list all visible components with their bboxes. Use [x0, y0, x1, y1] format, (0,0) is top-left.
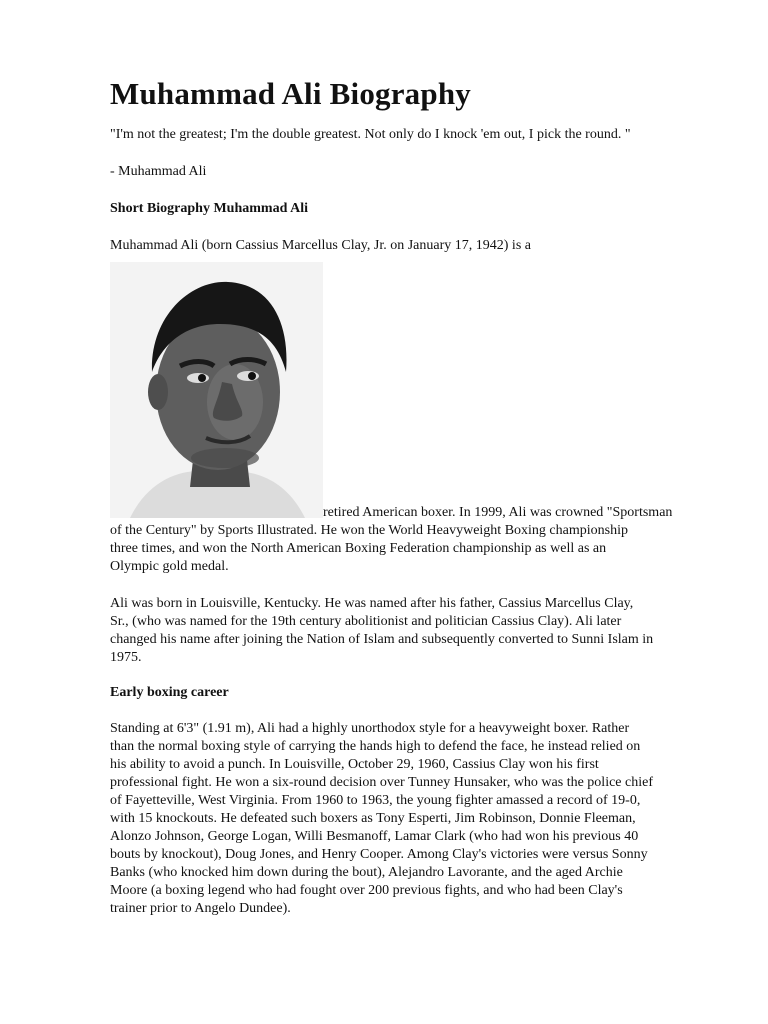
paragraph-line: 1975.: [110, 650, 142, 665]
section-heading-early-boxing: Early boxing career: [110, 685, 229, 700]
paragraph-line: professional fight. He won a six-round decision over Tunney Hunsaker, who was the police chief: [110, 775, 653, 790]
paragraph-line: Alonzo Johnson, George Logan, Willi Besmanoff, Lamar Clark (who had won his previous 40: [110, 829, 639, 844]
paragraph-line: changed his name after joining the Nation of Islam and subsequently converted to Sunni Islam in: [110, 632, 654, 647]
section-heading-short-biography: Short Biography Muhammad Ali: [110, 201, 308, 216]
portrait-photo-graphic: [110, 262, 323, 518]
paragraph-line: Ali was born in Louisville, Kentucky. He was named after his father, Cassius Marcellus Clay,: [110, 596, 634, 611]
paragraph-line: his ability to avoid a punch. In Louisville, October 29, 1960, Cassius Clay won his first: [110, 757, 599, 772]
paragraph-2: [110, 595, 722, 667]
paragraph-line: bouts by knockout), Doug Jones, and Henry Cooper. Among Clay's victories were versus Sonny: [110, 847, 648, 862]
paragraph-line: trainer prior to Angelo Dundee).: [110, 901, 291, 916]
quote-text: "I'm not the greatest; I'm the double greatest. Not only do I knock 'em out, I pick the round. ": [110, 127, 631, 142]
paragraph-line: than the normal boxing style of carrying the hands high to defend the face, he instead relied on: [110, 739, 641, 754]
paragraph-line: of Fayetteville, West Virginia. From 1960 to 1963, the young fighter amassed a record of 19-0,: [110, 793, 641, 808]
paragraph-line: Banks (who knocked him down during the bout), Alejandro Lavorante, and the aged Archie: [110, 865, 623, 880]
paragraph-line: Standing at 6'3" (1.91 m), Ali had a highly unorthodox style for a heavyweight boxer. Rather: [110, 721, 630, 736]
page-title: Muhammad Ali Biography: [110, 76, 471, 111]
paragraph-line: Sr., (who was named for the 19th century abolitionist and politician Cassius Clay). Ali later: [110, 614, 622, 629]
paragraph-line: Moore (a boxing legend who had fought over 200 previous fights, and who had been Clay's: [110, 883, 623, 898]
paragraph-3: [110, 720, 722, 918]
portrait-photo: [110, 262, 323, 518]
quote-attribution: - Muhammad Ali: [110, 164, 207, 179]
paragraph-1-line-1: retired American boxer. In 1999, Ali was crowned "Sportsman: [323, 505, 673, 520]
intro-text: Muhammad Ali (born Cassius Marcellus Clay, Jr. on January 17, 1942) is a: [110, 238, 531, 253]
paragraph-line: with 15 knockouts. He defeated such boxers as Tony Esperti, Jim Robinson, Donnie Fleeman,: [110, 811, 636, 826]
paragraph-line: Olympic gold medal.: [110, 559, 229, 574]
paragraph-line: three times, and won the North American Boxing Federation championship as well as an: [110, 541, 607, 556]
paragraph-line: of the Century" by Sports Illustrated. He won the World Heavyweight Boxing championship: [110, 523, 628, 538]
paragraph-1-continued: [110, 522, 722, 576]
